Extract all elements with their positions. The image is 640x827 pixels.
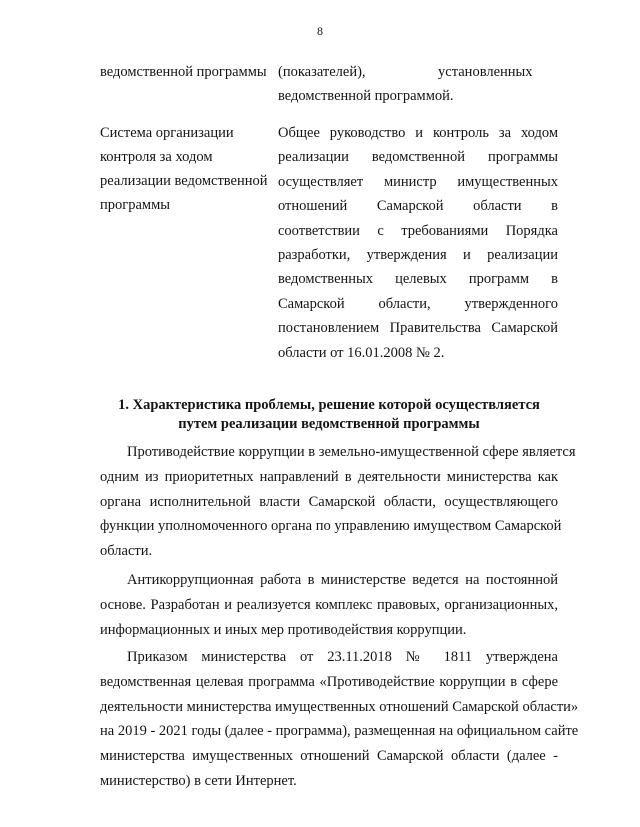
row-value-line: Самарской области, утвержденного	[278, 295, 558, 312]
row-value	[278, 121, 558, 365]
section-heading	[100, 396, 558, 434]
body-paragraph	[100, 440, 576, 564]
row-value-line: области от 16.01.2008 № 2.	[278, 344, 445, 361]
paragraph-line: функции уполномоченного органа по управлению имуществом Самарской	[100, 518, 562, 535]
body-paragraph	[100, 568, 558, 642]
row-label	[100, 60, 272, 84]
paragraph-line: деятельности министерства имущественных отношений Самарской области»	[100, 698, 579, 715]
row-label-line: ведомственной программы	[100, 64, 267, 80]
paragraph-line: министерства имущественных отношений Самарской области (далее -	[100, 748, 558, 765]
paragraph-line: министерство) в сети Интернет.	[100, 772, 297, 789]
row-value-line: постановлением Правительства Самарской	[278, 320, 558, 337]
section-heading-line: путем реализации ведомственной программы	[178, 416, 480, 432]
row-value-line: разработки, утверждения и реализации	[278, 247, 558, 264]
paragraph-line: одним из приоритетных направлений в деятельности министерства как	[100, 468, 558, 485]
row-value-line: Общее руководство и контроль за ходом	[278, 125, 558, 141]
row-value-line: ведомственных целевых программ в	[278, 271, 558, 288]
paragraph-line: Приказом министерства от 23.11.2018 № 1811 утверждена	[127, 649, 558, 665]
paragraph-line: области.	[100, 543, 153, 560]
paragraph-line: органа исполнительной власти Самарской области, осуществляющего	[100, 493, 558, 510]
row-label-line: реализации ведомственной	[100, 173, 268, 189]
row-value-line: отношений Самарской области в	[278, 198, 558, 215]
paragraph-line: Противодействие коррупции в земельно-имущественной сфере является	[127, 444, 576, 460]
row-label-line: программы	[100, 197, 170, 213]
row-value-line: осуществляет министр имущественных	[278, 173, 558, 190]
row-label-line: Система организации	[100, 125, 234, 141]
paragraph-line: информационных и иных мер противодействия коррупции.	[100, 621, 467, 638]
paragraph-line: на 2019 - 2021 годы (далее - программа), размещенная на официальном сайте	[100, 723, 579, 740]
paragraph-line: ведомственная целевая программа «Противодействие коррупции в сфере	[100, 673, 558, 690]
row-value	[278, 60, 558, 108]
row-label	[100, 121, 272, 217]
row-value-line: ведомственной программой.	[278, 88, 454, 104]
row-value-line: (показателей), установленных	[278, 64, 533, 80]
paragraph-line: основе. Разработан и реализуется комплекс правовых, организационных,	[100, 596, 558, 613]
page-number: 8	[317, 24, 323, 38]
section-heading-line: 1. Характеристика проблемы, решение которой осуществляется	[118, 397, 540, 413]
paragraph-line: Антикоррупционная работа в министерстве ведется на постоянной	[127, 572, 558, 588]
row-value-line: реализации ведомственной программы	[278, 149, 558, 166]
row-value-line: соответствии с требованиями Порядка	[278, 222, 558, 239]
body-paragraph	[100, 645, 579, 794]
row-label-line: контроля за ходом	[100, 149, 213, 165]
